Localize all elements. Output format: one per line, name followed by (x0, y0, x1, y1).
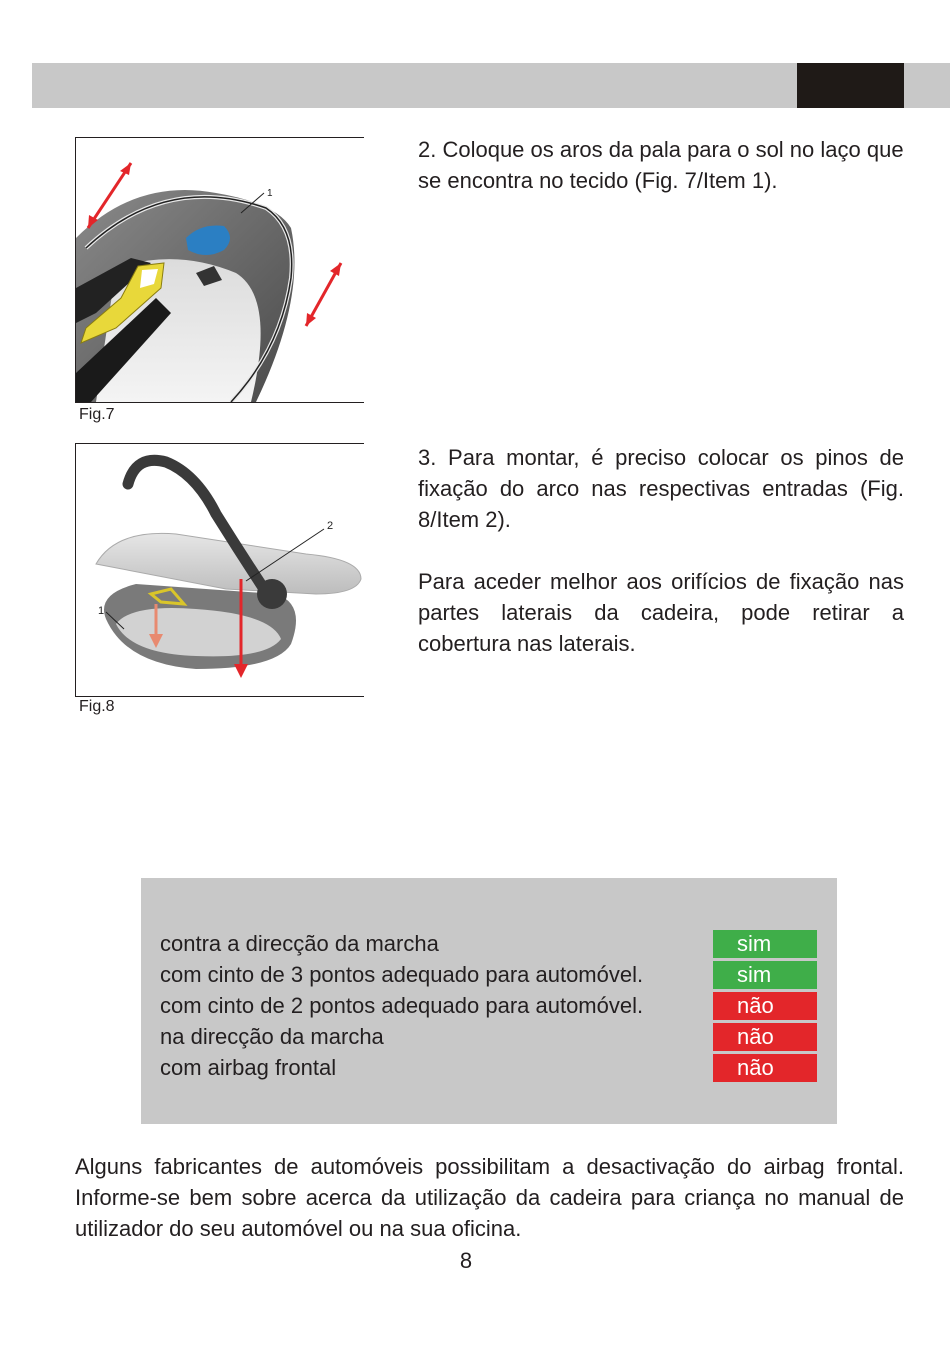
header-tab (797, 63, 904, 108)
usage-row-label: na direcção da marcha (160, 1024, 384, 1049)
usage-row-label: contra a direcção da marcha (160, 931, 439, 956)
step-2-paragraph: 2. Coloque os aros da pala para o sol no laço que se encontra no tecido (Fig. 7/Item 1). (418, 137, 904, 193)
usage-row (160, 960, 818, 990)
usage-row-badge: não (713, 992, 817, 1020)
usage-row-label: com airbag frontal (160, 1055, 337, 1080)
figure-7-image (75, 137, 364, 403)
fig8-callout-2: 2 (327, 520, 334, 532)
figure-7-caption: Fig.7 (79, 406, 115, 423)
airbag-note-paragraph: Alguns fabricantes de automóveis possibilitam a desactivação do airbag frontal. Informe-se bem sobre acerca da utilização da cadeira para criança no manual de utilizador do seu automóvel ou na sua oficina. (75, 1154, 904, 1241)
fig7-callout-1: 1 (267, 188, 273, 199)
usage-row-label: com cinto de 3 pontos adequado para automóvel. (160, 962, 644, 987)
usage-row (160, 1053, 818, 1083)
usage-row (160, 1022, 818, 1052)
usage-table (141, 878, 837, 1124)
car-seat-canopy-illustration (76, 138, 364, 402)
usage-row-badge: não (713, 1054, 817, 1082)
figure-8-image (75, 443, 364, 697)
page-number: 8 (459, 1248, 473, 1273)
car-seat-handle-illustration (76, 444, 364, 696)
usage-row-badge: não (713, 1023, 817, 1051)
figure-8-caption: Fig.8 (79, 698, 115, 715)
step-3-note-paragraph: Para aceder melhor aos orifícios de fixação nas partes laterais da cadeira, pode retirar a cobertura nas laterais. (418, 569, 904, 656)
usage-row (160, 991, 818, 1021)
usage-row-label: com cinto de 2 pontos adequado para automóvel. (160, 993, 644, 1018)
fig8-callout-1: 1 (98, 605, 105, 617)
usage-row-badge: sim (713, 930, 817, 958)
usage-row (160, 929, 818, 959)
usage-row-badge: sim (713, 961, 817, 989)
step-3-paragraph: 3. Para montar, é preciso colocar os pinos de fixação do arco nas respectivas entradas (Fig. 8/Item 2). (418, 445, 904, 532)
